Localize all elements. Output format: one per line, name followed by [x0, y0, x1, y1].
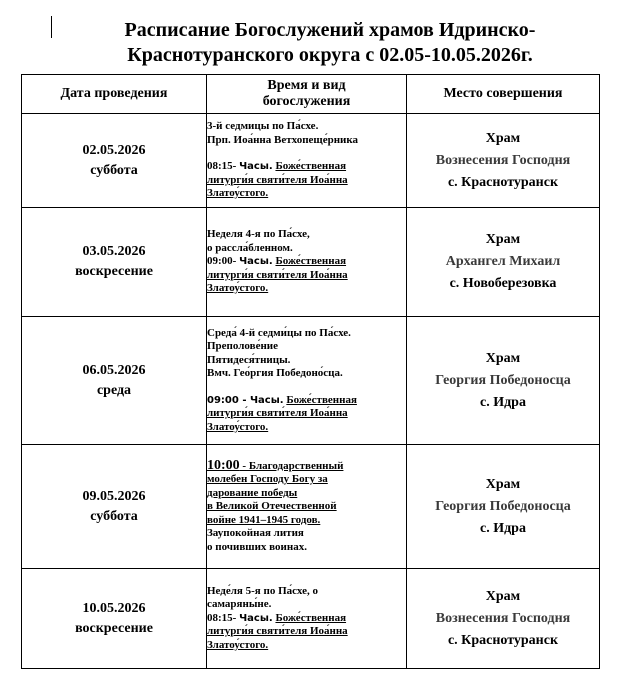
- service-line: дарование победы: [207, 486, 298, 499]
- header-service-line-2: богослужения: [262, 94, 351, 109]
- header-service: [207, 75, 407, 114]
- service-line: в Великой Отечественной: [207, 500, 337, 513]
- table-header-row: [22, 75, 600, 114]
- hours-label: Часы.: [239, 256, 273, 268]
- date: 10.05.2026: [82, 600, 146, 616]
- date-cell: [22, 569, 207, 669]
- place-cell: [407, 445, 600, 569]
- service-time: 08:15: [207, 160, 233, 173]
- header-date: Дата проведения: [22, 75, 207, 114]
- church-name: Архангел Михаил: [445, 254, 561, 269]
- service-line: Среда́ 4-й седми́цы по Па́схе.: [207, 326, 351, 339]
- hours-label: Часы.: [249, 394, 284, 406]
- date: 02.05.2026: [82, 142, 146, 158]
- table-row: [22, 317, 600, 445]
- service-line: самаряны́не.: [207, 598, 272, 611]
- separator: -: [232, 160, 240, 173]
- service-line: о рассла́бленном.: [207, 241, 293, 254]
- service-line: литурги́я святи́теля Иоа́нна: [207, 625, 348, 638]
- service-line: Златоу́стого.: [207, 638, 269, 651]
- place-line: Храм: [485, 588, 521, 604]
- place-line: Храм: [485, 232, 521, 247]
- date-cell: [22, 445, 207, 569]
- service-line: Вмч. Гео́ргия Победоно́сца.: [207, 367, 343, 380]
- service-line: Златоу́стого.: [207, 187, 269, 200]
- service-line: - Благодарственный: [239, 459, 344, 472]
- service-time: 09:00: [207, 255, 233, 268]
- service-line: Заупокойная лития: [207, 527, 304, 540]
- service-line: литурги́я святи́теля Иоа́нна: [207, 268, 348, 281]
- hours-label: Часы.: [239, 612, 273, 624]
- document-title: [60, 18, 600, 68]
- weekday: воскресение: [75, 620, 153, 636]
- village-name: с. Краснотуранск: [447, 174, 559, 190]
- date-cell: [22, 317, 207, 445]
- date-cell: [22, 208, 207, 317]
- liturgy-title: Боже́ственная: [275, 611, 347, 624]
- church-name: Вознесения Господня: [435, 152, 571, 168]
- liturgy-title: Боже́ственная: [275, 255, 347, 268]
- schedule-table: [21, 74, 600, 669]
- service-line: литурги́я святи́теля Иоа́нна: [207, 173, 348, 186]
- service-time: 08:15: [207, 611, 233, 624]
- weekday: суббота: [90, 508, 138, 524]
- title-line-2: Краснотуранского округа с 02.05-10.05.2026г.: [127, 44, 533, 66]
- date-cell: [22, 114, 207, 208]
- service-line: Златоу́стого.: [207, 420, 269, 433]
- date: 06.05.2026: [82, 362, 146, 378]
- place-cell: [407, 569, 600, 669]
- service-line: 3-й седмицы по Па́схе.: [207, 120, 319, 133]
- place-line: Храм: [485, 476, 521, 492]
- church-name: Георгия Победоносца: [435, 372, 571, 388]
- service-line: Прп. Иоа́нна Ветхопеще́рника: [207, 133, 359, 146]
- header-place: Место совершения: [407, 75, 600, 114]
- village-name: с. Краснотуранск: [447, 632, 559, 648]
- place-cell: [407, 114, 600, 208]
- weekday: воскресение: [75, 264, 153, 279]
- service-cell: [207, 445, 407, 569]
- table-row: [22, 208, 600, 317]
- service-cell: [207, 208, 407, 317]
- separator: -: [238, 394, 250, 406]
- village-name: с. Новоберезовка: [449, 276, 557, 291]
- service-line: Преполове́ние: [207, 340, 279, 353]
- village-name: с. Идра: [480, 520, 526, 536]
- service-time-line: [207, 255, 406, 269]
- liturgy-title: Боже́ственная: [275, 160, 347, 173]
- service-time-line: [207, 394, 406, 408]
- separator: -: [232, 611, 240, 624]
- hours-label: Часы.: [239, 161, 273, 173]
- place-line: Храм: [485, 130, 521, 146]
- service-cell: [207, 114, 407, 208]
- village-name: с. Идра: [480, 394, 526, 410]
- date: 09.05.2026: [82, 488, 146, 504]
- place-cell: [407, 208, 600, 317]
- service-line: молебен Господу Богу за: [207, 473, 328, 486]
- table-row: [22, 114, 600, 208]
- title-line-1: Расписание Богослужений храмов Идринско-: [124, 19, 536, 41]
- service-cell: [207, 317, 407, 445]
- service-line: Пятидеся́тницы.: [207, 353, 291, 366]
- table-row: [22, 445, 600, 569]
- separator: -: [232, 255, 240, 268]
- table-row: [22, 569, 600, 669]
- header-service-line-1: Время и вид: [267, 78, 346, 93]
- service-line: войне 1941–1945 годов.: [207, 513, 321, 526]
- service-time-line: [207, 612, 406, 626]
- service-cell: [207, 569, 407, 669]
- service-line: о почивших воинах.: [207, 540, 307, 553]
- text-cursor: [51, 16, 52, 38]
- service-time-line: [207, 160, 406, 174]
- service-line: Неделя 4-я по Па́схе,: [207, 228, 310, 241]
- service-time: 09:00: [207, 394, 239, 406]
- place-line: Храм: [485, 350, 521, 366]
- date: 03.05.2026: [82, 244, 146, 259]
- service-time: 10:00: [207, 457, 240, 473]
- church-name: Вознесения Господня: [435, 610, 571, 626]
- weekday: суббота: [90, 162, 138, 178]
- weekday: среда: [96, 382, 132, 398]
- service-line: литурги́я святи́теля Иоа́нна: [207, 407, 348, 420]
- liturgy-title: Боже́ственная: [286, 393, 357, 406]
- church-name: Георгия Победоносца: [435, 498, 571, 514]
- service-line: Неде́ля 5-я по Па́схе, о: [207, 584, 318, 597]
- place-cell: [407, 317, 600, 445]
- service-line: Златоу́стого.: [207, 282, 269, 295]
- service-time-line: [207, 459, 406, 474]
